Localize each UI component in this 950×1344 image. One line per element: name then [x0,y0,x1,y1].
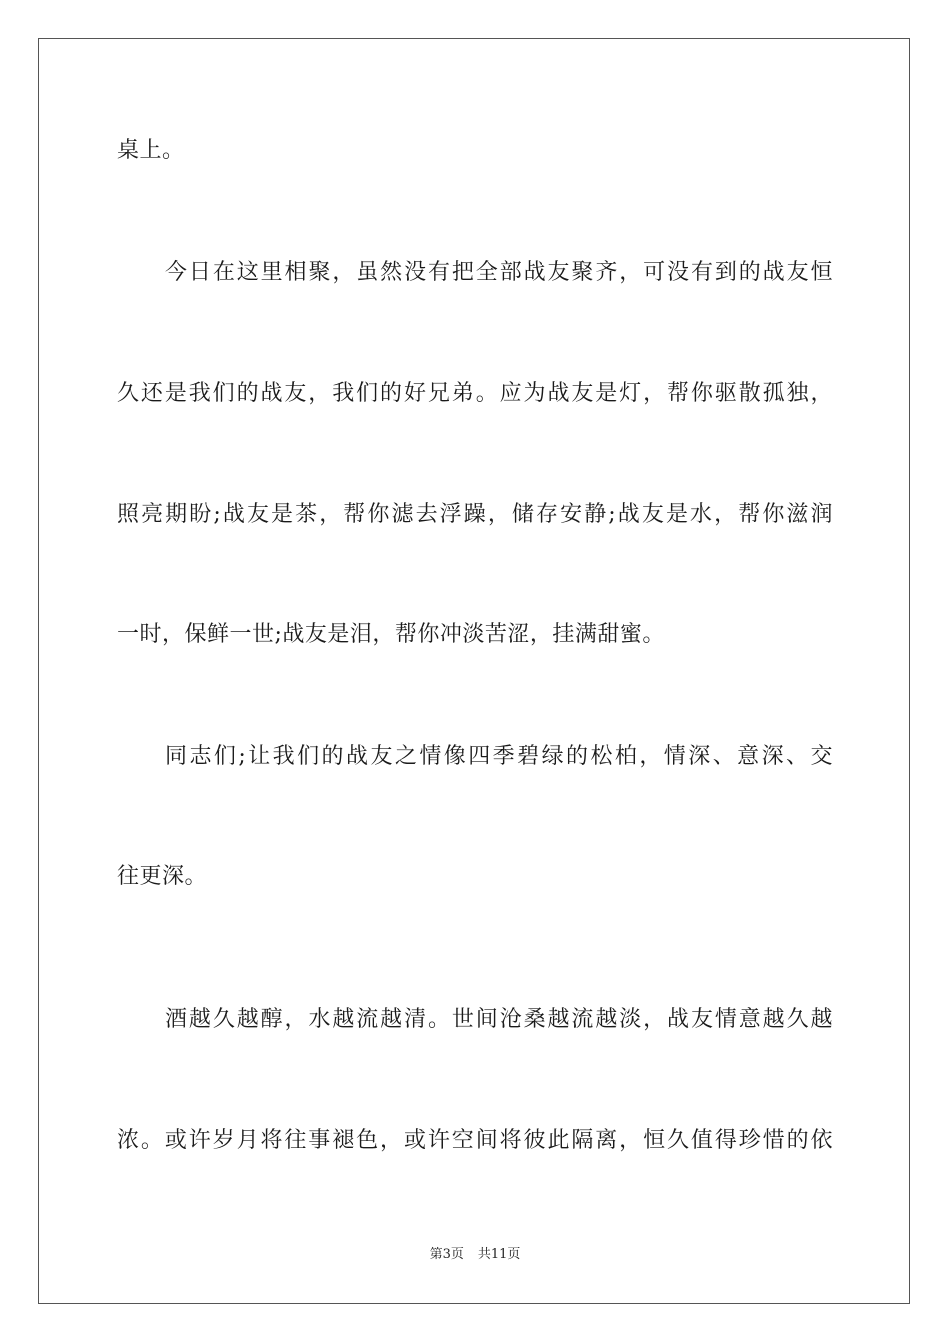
text-line-3: 久还是我们的战友，我们的好兄弟。应为战友是灯，帮你驱散孤独， [117,381,833,406]
text-line-7: 往更深。 [117,864,208,889]
text-line-2: 今日在这里相聚，虽然没有把全部战友聚齐，可没有到的战友恒 [165,260,833,285]
text-line-8: 酒越久越醇，水越流越清。世间沧桑越流越淡，战友情意越久越 [165,1007,833,1032]
text-line-4: 照亮期盼;战友是茶，帮你滤去浮躁，储存安静;战友是水，帮你滋润 [117,502,833,527]
page-total: 共11页 [477,1247,521,1262]
page-footer [0,1246,950,1264]
page-border [38,38,910,1304]
text-line-5: 一时，保鲜一世;战友是泪，帮你冲淡苦涩，挂满甜蜜。 [117,622,665,647]
text-line-6: 同志们;让我们的战友之情像四季碧绿的松柏，情深、意深、交 [165,744,833,769]
text-line-1: 桌上。 [117,138,185,163]
text-line-9: 浓。或许岁月将往事褪色，或许空间将彼此隔离，恒久值得珍惜的依 [117,1128,833,1153]
page-number: 第3页 [429,1247,464,1262]
